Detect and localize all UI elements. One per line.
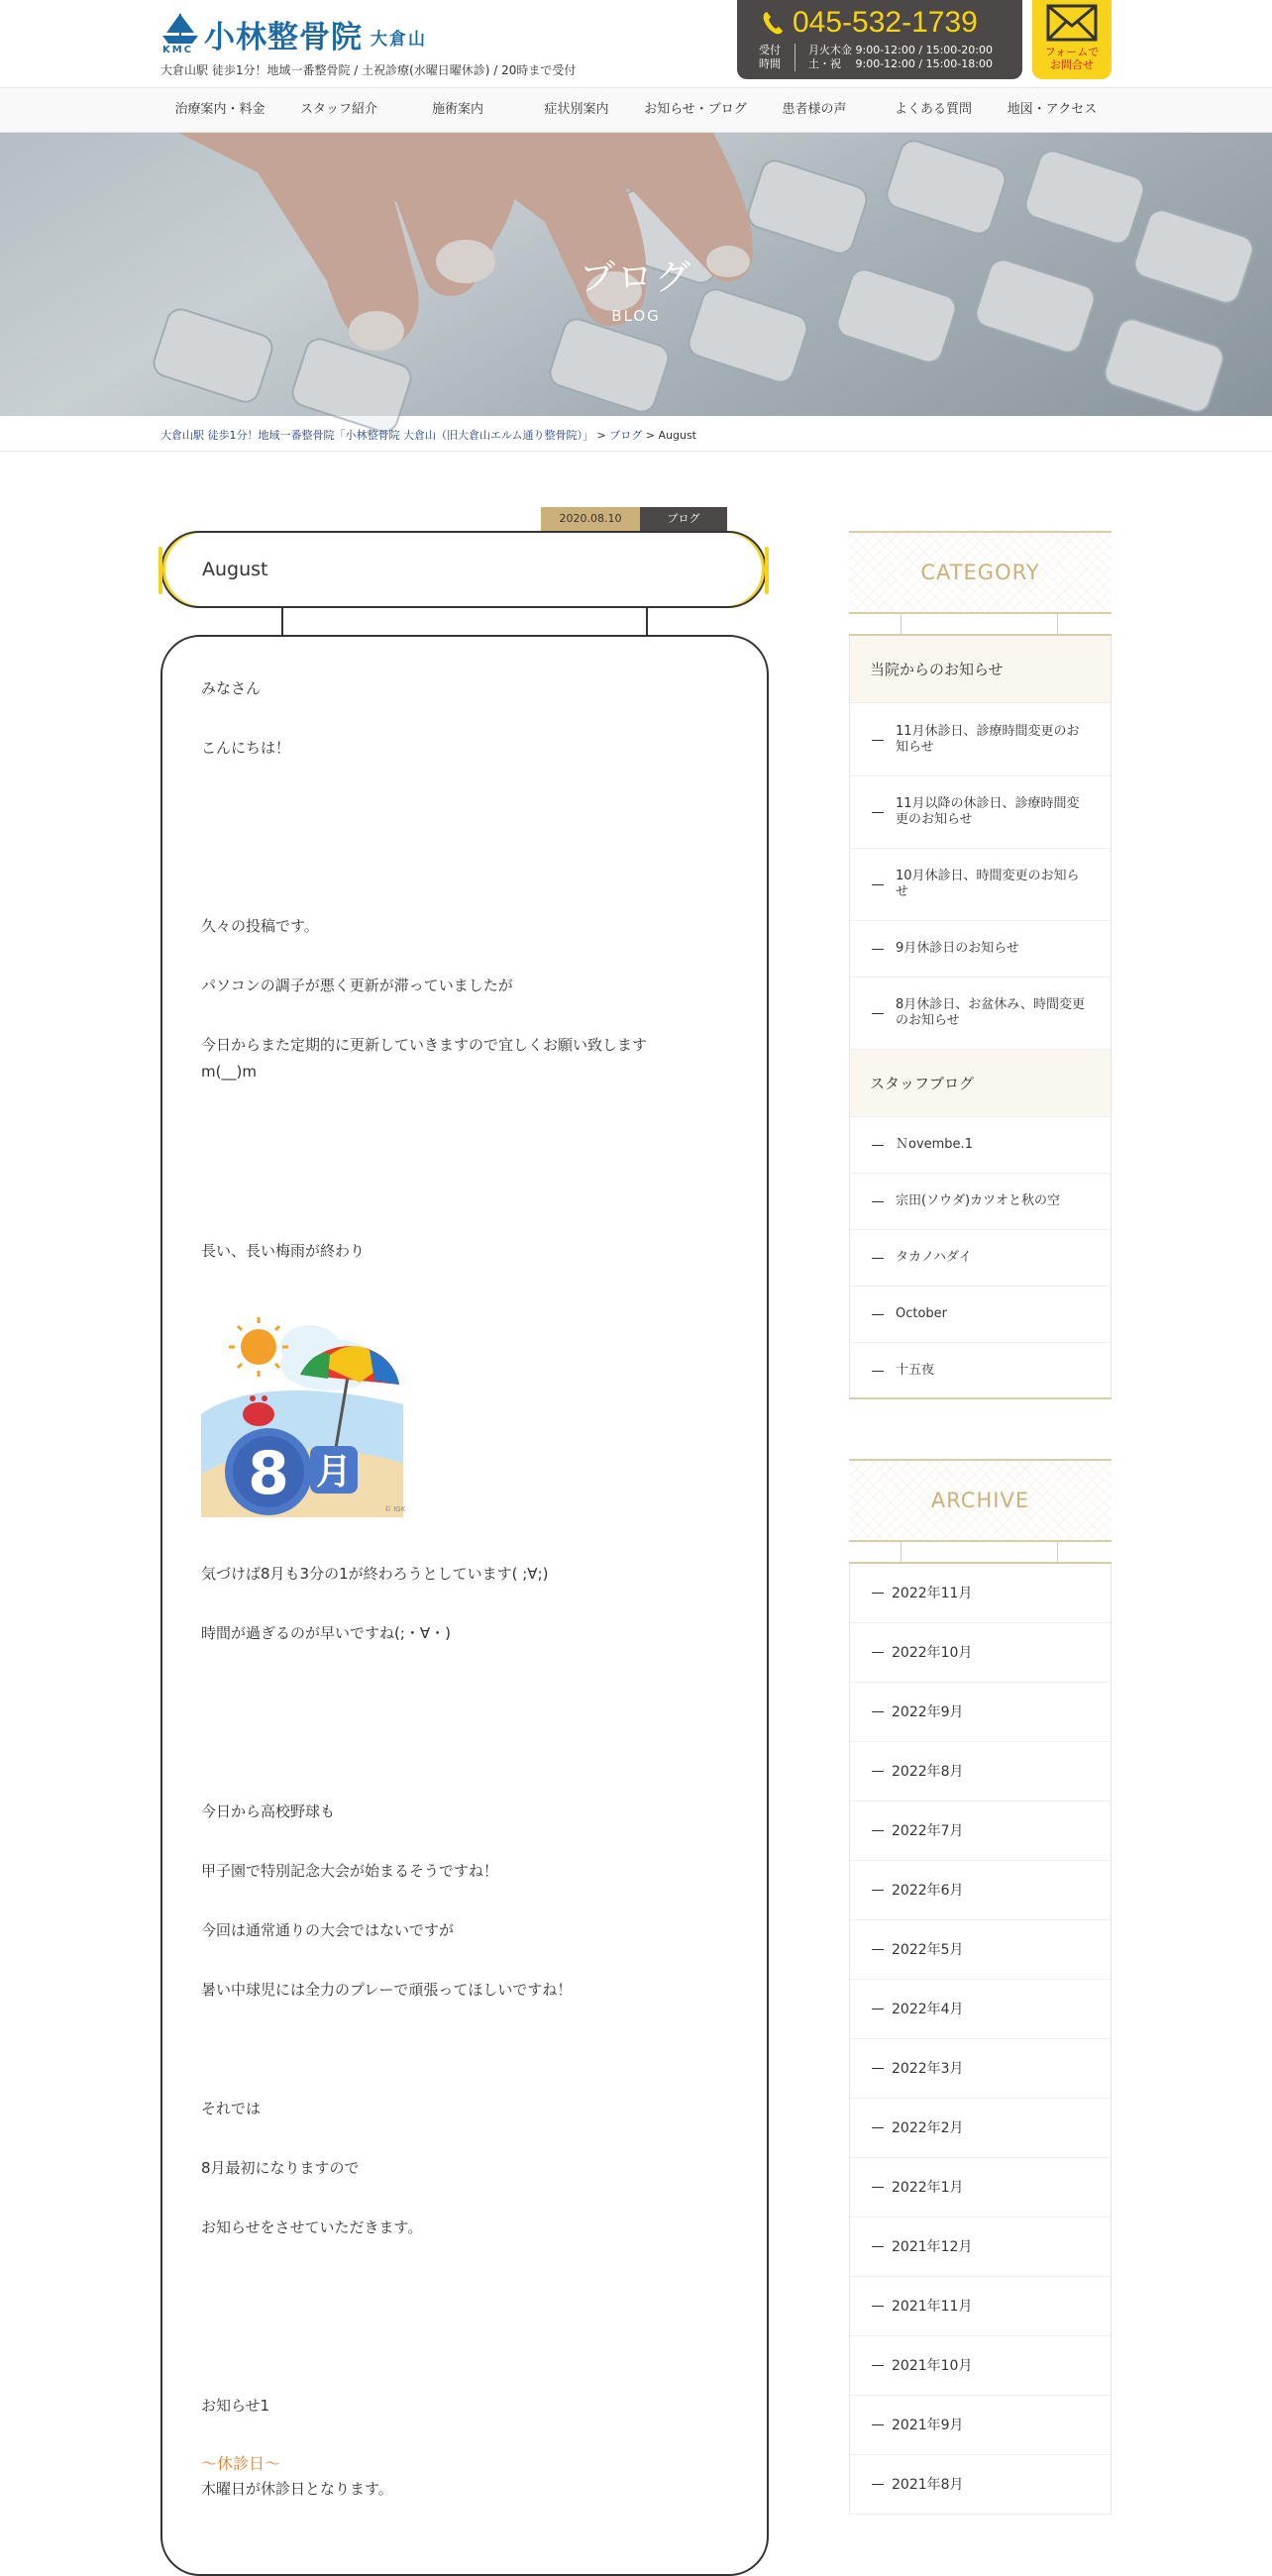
hours-label: 受付 時間 bbox=[759, 44, 781, 70]
contact-form-label: フォームで お問合せ bbox=[1044, 46, 1100, 71]
archive-month-link[interactable]: 2022年8月 bbox=[850, 1742, 1111, 1802]
logo-location: 大倉山 bbox=[371, 30, 427, 50]
post-paragraph: m(__)m bbox=[201, 1063, 257, 1081]
envelope-icon bbox=[1046, 4, 1098, 42]
nav-symptoms[interactable]: 症状別案内 bbox=[544, 102, 609, 117]
post-category-badge[interactable]: ブログ bbox=[640, 507, 727, 531]
global-nav bbox=[0, 87, 1272, 133]
category-post-link[interactable]: 11月以降の休診日、診療時間変更のお知らせ bbox=[850, 776, 1111, 849]
archive-month-link[interactable]: 2021年8月 bbox=[850, 2455, 1111, 2515]
illustration-credit: © IGK bbox=[384, 1505, 406, 1513]
logo-name: 小林整骨院 bbox=[204, 20, 363, 55]
post-paragraph: 今日からまた定期的に更新していきますので宜しくお願い致します bbox=[201, 1036, 648, 1054]
nav-access[interactable]: 地図・アクセス bbox=[1007, 102, 1098, 117]
phone-number[interactable]: 045-532-1739 bbox=[793, 6, 978, 39]
archive-month-link[interactable]: 2022年9月 bbox=[850, 1683, 1111, 1742]
archive-list bbox=[849, 1564, 1112, 2515]
archive-month-link[interactable]: 2022年7月 bbox=[850, 1802, 1111, 1861]
breadcrumb-current: August bbox=[658, 429, 696, 442]
category-post-link[interactable]: 8月休診日、お盆休み、時間変更のお知らせ bbox=[850, 978, 1111, 1050]
ship-logo-icon bbox=[160, 12, 200, 55]
post-paragraph: お知らせ1 bbox=[201, 2397, 270, 2415]
breadcrumb-separator: > bbox=[642, 429, 659, 442]
post-paragraph: 時間が過ぎるのが早いですね(;・∀・) bbox=[201, 1624, 452, 1642]
category-list bbox=[849, 636, 1112, 1398]
breadcrumb-separator: > bbox=[593, 429, 610, 442]
post-paragraph: 今日から高校野球も bbox=[201, 1803, 336, 1820]
post-paragraph: 木曜日が休診日となります。 bbox=[201, 2480, 393, 2498]
category-post-link[interactable]: 10月休診日、時間変更のお知らせ bbox=[850, 849, 1111, 921]
archive-month-link[interactable]: 2022年11月 bbox=[850, 1564, 1111, 1623]
category-post-link[interactable]: October bbox=[850, 1287, 1111, 1343]
archive-month-link[interactable]: 2022年2月 bbox=[850, 2099, 1111, 2158]
nav-faq[interactable]: よくある質問 bbox=[894, 102, 972, 117]
post-paragraph: 暑い中球児には全力のプレーで頑張ってほしいですね！ bbox=[201, 1981, 573, 1999]
site-logo[interactable] bbox=[160, 12, 427, 55]
post-paragraph: それでは bbox=[201, 2100, 262, 2117]
post-paragraph: 8月最初になりますので bbox=[201, 2159, 360, 2177]
post-title: August bbox=[202, 559, 268, 580]
post-paragraph: 久々の投稿です。 bbox=[201, 917, 319, 935]
archive-heading-tabs bbox=[849, 1542, 1112, 1564]
archive-month-link[interactable]: 2022年5月 bbox=[850, 1920, 1111, 1980]
title-connector bbox=[646, 608, 648, 636]
page-subtitle: BLOG bbox=[611, 307, 661, 325]
august-illustration bbox=[201, 1295, 406, 1517]
month-number: 8 bbox=[248, 1439, 289, 1508]
phone-icon bbox=[761, 10, 785, 36]
logo-kmc-text: KMC bbox=[162, 45, 194, 55]
post-paragraph: みなさん bbox=[201, 679, 262, 697]
breadcrumb-home-link[interactable]: 大倉山駅 徒歩1分！地域一番整骨院「小林整骨院 大倉山（旧大倉山エルム通り整骨院）」 bbox=[160, 429, 594, 442]
page-title: ブログ bbox=[579, 258, 692, 298]
nav-treatment-fees[interactable]: 治療案内・料金 bbox=[174, 102, 265, 117]
category-group-staff-blog[interactable]: スタッフブログ bbox=[850, 1050, 1111, 1117]
month-kanji: 月 bbox=[315, 1452, 353, 1493]
post-paragraph: お知らせをさせていただきます。 bbox=[201, 2218, 423, 2236]
contact-form-button[interactable] bbox=[1032, 0, 1112, 79]
site-tagline: 大倉山駅 徒歩1分！地域一番整骨院 / 土祝診療(水曜日曜休診) / 20時まで受付 bbox=[160, 63, 577, 77]
category-heading: CATEGORY bbox=[849, 531, 1112, 614]
phone-box[interactable] bbox=[737, 0, 1022, 79]
archive-month-link[interactable]: 2021年9月 bbox=[850, 2396, 1111, 2455]
post-date: 2020.08.10 bbox=[541, 507, 640, 531]
category-heading-tabs bbox=[849, 614, 1112, 636]
breadcrumb-blog-link[interactable]: ブログ bbox=[609, 429, 643, 442]
category-post-link[interactable]: Ｎovembe.1 bbox=[850, 1117, 1111, 1174]
archive-month-link[interactable]: 2021年12月 bbox=[850, 2217, 1111, 2277]
archive-heading: ARCHIVE bbox=[849, 1459, 1112, 1542]
post-highlight-heading: ～休診日～ bbox=[201, 2454, 281, 2473]
post-paragraph: 甲子園で特別記念大会が始まるそうですね！ bbox=[201, 1862, 499, 1880]
breadcrumb bbox=[0, 416, 1272, 452]
post-paragraph: 気づけば8月も3分の1が終わろうとしています( ;∀;) bbox=[201, 1565, 549, 1583]
category-post-link[interactable]: タカノハダイ bbox=[850, 1230, 1111, 1287]
category-bottom-rule bbox=[849, 1397, 1112, 1399]
category-post-link[interactable]: 11月休診日、診療時間変更のお知らせ bbox=[850, 703, 1111, 776]
archive-month-link[interactable]: 2021年11月 bbox=[850, 2277, 1111, 2336]
opening-hours: 月火木金 9:00-12:00 / 15:00-20:00 土・祝 9:00-12:00 / 15:00-18:00 bbox=[808, 44, 993, 70]
nav-staff[interactable]: スタッフ紹介 bbox=[299, 102, 377, 117]
archive-month-link[interactable]: 2022年1月 bbox=[850, 2158, 1111, 2217]
archive-month-link[interactable]: 2022年4月 bbox=[850, 1980, 1111, 2039]
post-paragraph: 今回は通常通りの大会ではないですが bbox=[201, 1921, 455, 1939]
nav-procedures[interactable]: 施術案内 bbox=[431, 102, 483, 117]
nav-testimonials[interactable]: 患者様の声 bbox=[782, 102, 847, 117]
post-paragraph: こんにちは！ bbox=[201, 739, 291, 757]
title-connector bbox=[281, 608, 283, 636]
post-paragraph: パソコンの調子が悪く更新が滞っていましたが bbox=[201, 977, 513, 994]
post-title-box bbox=[160, 531, 767, 608]
archive-month-link[interactable]: 2022年10月 bbox=[850, 1623, 1111, 1683]
nav-news-blog[interactable]: お知らせ・ブログ bbox=[644, 102, 747, 117]
site-header bbox=[0, 0, 1272, 87]
category-group-clinic-news[interactable]: 当院からのお知らせ bbox=[850, 636, 1111, 703]
hero-banner bbox=[0, 133, 1272, 416]
archive-month-link[interactable]: 2022年6月 bbox=[850, 1861, 1111, 1920]
post-paragraph: 長い、長い梅雨が終わり bbox=[201, 1242, 366, 1260]
archive-month-link[interactable]: 2022年3月 bbox=[850, 2039, 1111, 2099]
category-post-link[interactable]: 宗田(ソウダ)カツオと秋の空 bbox=[850, 1174, 1111, 1230]
category-post-link[interactable]: 十五夜 bbox=[850, 1343, 1111, 1398]
category-post-link[interactable]: 9月休診日のお知らせ bbox=[850, 921, 1111, 978]
archive-month-link[interactable]: 2021年10月 bbox=[850, 2336, 1111, 2396]
